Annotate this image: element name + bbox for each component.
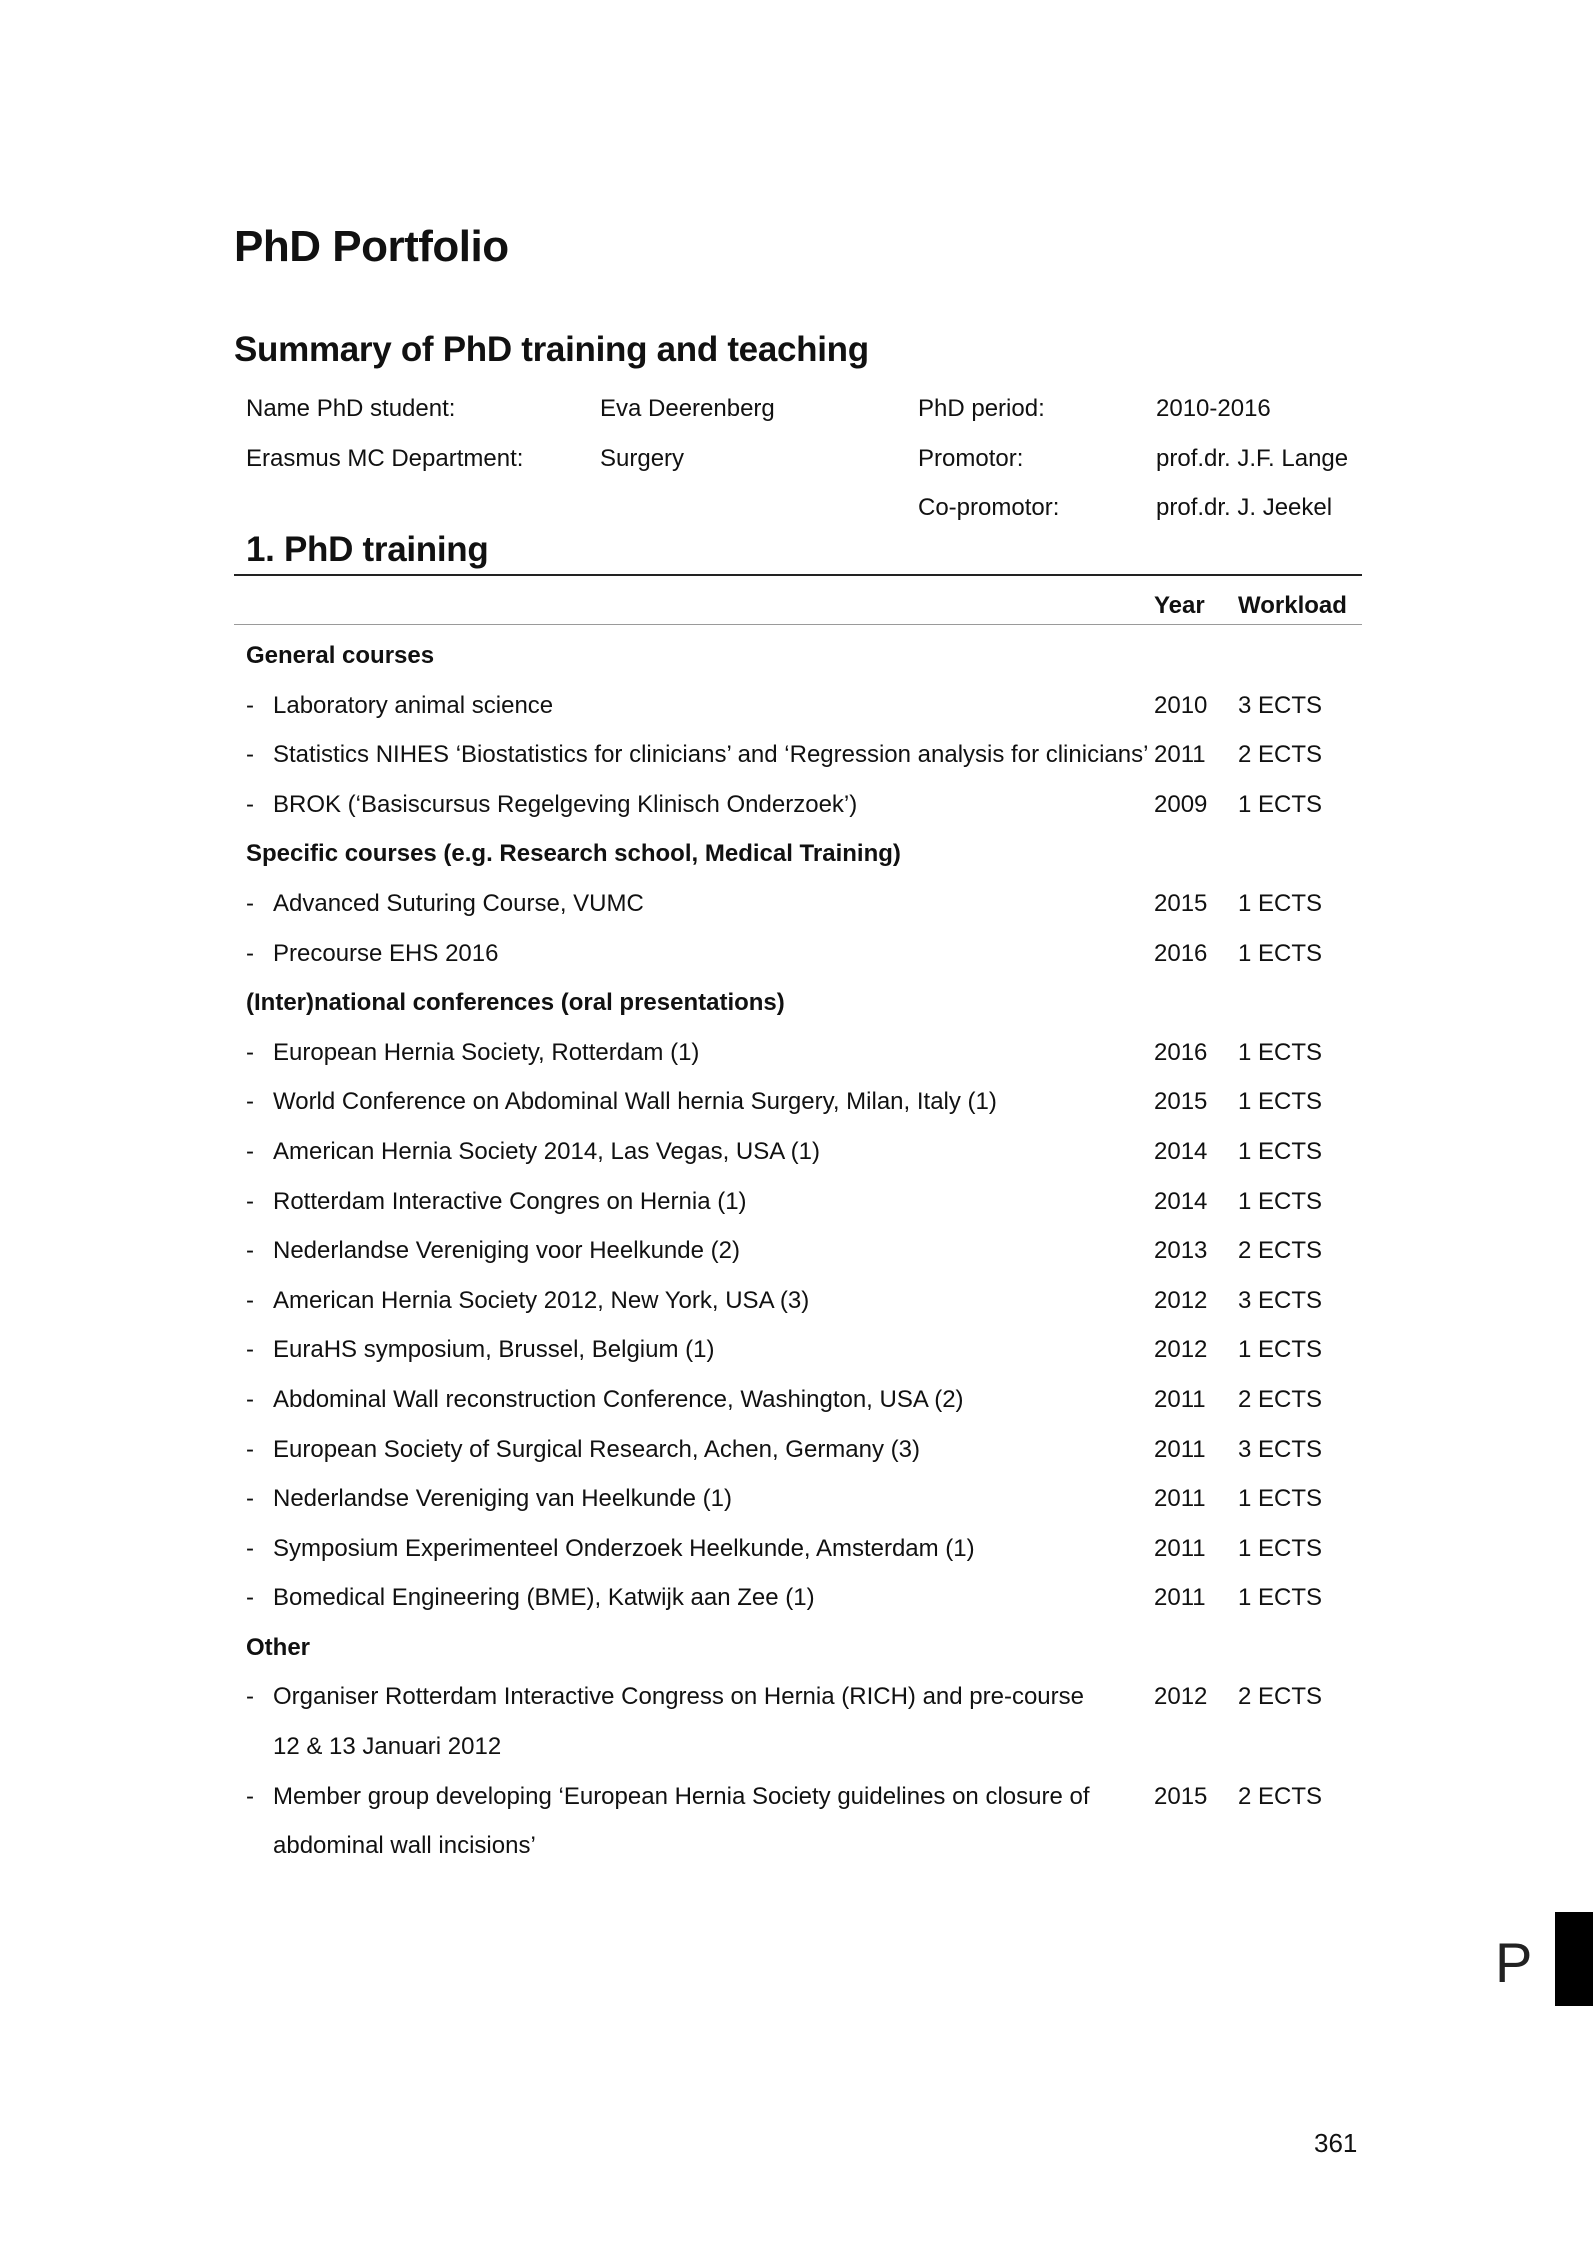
- activity-year: 2011: [1154, 1485, 1206, 1513]
- bullet-dash: -: [246, 1534, 254, 1562]
- bullet-dash: -: [246, 691, 254, 719]
- activity-year: 2011: [1154, 1435, 1206, 1463]
- activity-workload: 1 ECTS: [1238, 889, 1323, 917]
- bullet-dash: -: [246, 1237, 254, 1265]
- activity-workload: 1 ECTS: [1238, 1485, 1323, 1513]
- activity-year: 2011: [1154, 741, 1206, 769]
- bullet-dash: -: [246, 1385, 254, 1413]
- period-label: PhD period:: [918, 395, 1045, 422]
- bullet-dash: -: [246, 1683, 254, 1711]
- activity-label: World Conference on Abdominal Wall hernia Surgery, Milan, Italy (1): [273, 1088, 997, 1116]
- bullet-dash: -: [246, 790, 254, 818]
- page-title: PhD Portfolio: [234, 222, 509, 271]
- column-header-rule: [234, 624, 1362, 625]
- table-row: [234, 730, 1362, 780]
- activity-label: Bomedical Engineering (BME), Katwijk aan Zee (1): [273, 1584, 815, 1612]
- activity-workload: 1 ECTS: [1238, 939, 1323, 967]
- activity-workload: 3 ECTS: [1238, 1435, 1323, 1463]
- table-row: [234, 1772, 1362, 1822]
- summary-title: Summary of PhD training and teaching: [234, 330, 869, 369]
- activity-label: Nederlandse Vereniging voor Heelkunde (2): [273, 1237, 740, 1265]
- activity-label-continuation: 12 & 13 Januari 2012: [273, 1733, 502, 1761]
- table-row: [234, 1077, 1362, 1127]
- table-row: [234, 1276, 1362, 1326]
- table-row: [234, 1425, 1362, 1475]
- activity-workload: 1 ECTS: [1238, 1088, 1323, 1116]
- activity-label: Laboratory animal science: [273, 691, 554, 719]
- activity-year: 2016: [1154, 939, 1208, 967]
- activity-workload: 1 ECTS: [1238, 1038, 1323, 1066]
- table-row: [234, 1672, 1362, 1722]
- bullet-dash: -: [246, 1286, 254, 1314]
- copromotor-value: prof.dr. J. Jeekel: [1156, 494, 1333, 521]
- activity-year: 2009: [1154, 790, 1208, 818]
- table-row: [234, 1474, 1362, 1524]
- activity-year: 2012: [1154, 1683, 1208, 1711]
- activity-workload: 1 ECTS: [1238, 790, 1323, 818]
- column-header-workload: Workload: [1238, 592, 1347, 619]
- table-row-continuation: [234, 1821, 1362, 1871]
- table-row: [234, 1524, 1362, 1574]
- activity-workload: 1 ECTS: [1238, 1187, 1323, 1215]
- activity-year: 2012: [1154, 1336, 1208, 1364]
- bullet-dash: -: [246, 1187, 254, 1215]
- activity-label: American Hernia Society 2012, New York, USA (3): [273, 1286, 810, 1314]
- department-value: Surgery: [600, 445, 685, 472]
- thumb-index-tab: [1555, 1912, 1593, 2006]
- thumb-index-letter: P: [1495, 1931, 1533, 1994]
- name-label: Name PhD student:: [246, 395, 456, 422]
- department-label: Erasmus MC Department:: [246, 445, 524, 472]
- activity-workload: 1 ECTS: [1238, 1584, 1323, 1612]
- table-row: [234, 1127, 1362, 1177]
- activity-workload: 3 ECTS: [1238, 691, 1323, 719]
- activity-year: 2011: [1154, 1385, 1206, 1413]
- activity-label: BROK (‘Basiscursus Regelgeving Klinisch Onderzoek’): [273, 790, 858, 818]
- activity-workload: 2 ECTS: [1238, 1683, 1323, 1711]
- training-table: [234, 631, 1362, 1871]
- category-heading: Other: [246, 1633, 311, 1661]
- activity-label: Member group developing ‘European Hernia Society guidelines on closure of: [273, 1782, 1090, 1810]
- bullet-dash: -: [246, 1584, 254, 1612]
- activity-year: 2011: [1154, 1534, 1206, 1562]
- activity-workload: 2 ECTS: [1238, 1237, 1323, 1265]
- activity-label: Precourse EHS 2016: [273, 939, 499, 967]
- table-row: [234, 1028, 1362, 1078]
- activity-workload: 1 ECTS: [1238, 1336, 1323, 1364]
- table-row: [234, 1177, 1362, 1227]
- category-heading: (Inter)national conferences (oral presentations): [246, 989, 785, 1017]
- bullet-dash: -: [246, 1336, 254, 1364]
- activity-label: Advanced Suturing Course, VUMC: [273, 889, 644, 917]
- category-heading-row: [234, 829, 1362, 879]
- activity-year: 2010: [1154, 691, 1208, 719]
- category-heading-row: [234, 1623, 1362, 1673]
- activity-label: Rotterdam Interactive Congres on Hernia (1): [273, 1187, 747, 1215]
- table-row-continuation: [234, 1722, 1362, 1772]
- activity-year: 2015: [1154, 889, 1208, 917]
- column-header-year: Year: [1154, 592, 1205, 619]
- activity-workload: 1 ECTS: [1238, 1137, 1323, 1165]
- table-row: [234, 780, 1362, 830]
- activity-label: European Hernia Society, Rotterdam (1): [273, 1038, 700, 1066]
- bullet-dash: -: [246, 1038, 254, 1066]
- table-row: [234, 929, 1362, 979]
- bullet-dash: -: [246, 1088, 254, 1116]
- table-row: [234, 1325, 1362, 1375]
- activity-year: 2015: [1154, 1088, 1208, 1116]
- table-row: [234, 1573, 1362, 1623]
- activity-label-continuation: abdominal wall incisions’: [273, 1832, 536, 1860]
- promotor-value: prof.dr. J.F. Lange: [1156, 445, 1349, 472]
- table-row: [234, 681, 1362, 731]
- activity-label: American Hernia Society 2014, Las Vegas, USA (1): [273, 1137, 820, 1165]
- activity-year: 2014: [1154, 1137, 1208, 1165]
- bullet-dash: -: [246, 1435, 254, 1463]
- category-heading-row: [234, 631, 1362, 681]
- activity-workload: 2 ECTS: [1238, 1385, 1323, 1413]
- activity-workload: 2 ECTS: [1238, 1782, 1323, 1810]
- bullet-dash: -: [246, 889, 254, 917]
- category-heading: General courses: [246, 642, 435, 669]
- bullet-dash: -: [246, 1137, 254, 1165]
- activity-workload: 3 ECTS: [1238, 1286, 1323, 1314]
- activity-year: 2011: [1154, 1584, 1206, 1612]
- name-value: Eva Deerenberg: [600, 395, 775, 422]
- bullet-dash: -: [246, 939, 254, 967]
- activity-label: Nederlandse Vereniging van Heelkunde (1): [273, 1485, 732, 1513]
- copromotor-label: Co-promotor:: [918, 494, 1060, 521]
- period-value: 2010-2016: [1156, 395, 1271, 422]
- page-number: 361: [1314, 2128, 1358, 2158]
- activity-label: Abdominal Wall reconstruction Conference, Washington, USA (2): [273, 1385, 964, 1413]
- activity-label: Organiser Rotterdam Interactive Congress on Hernia (RICH) and pre-course: [273, 1683, 1084, 1711]
- bullet-dash: -: [246, 741, 254, 769]
- activity-label: European Society of Surgical Research, Achen, Germany (3): [273, 1435, 920, 1463]
- table-row: [234, 1226, 1362, 1276]
- table-row: [234, 879, 1362, 929]
- training-title: 1. PhD training: [246, 530, 489, 569]
- promotor-label: Promotor:: [918, 445, 1024, 472]
- activity-year: 2016: [1154, 1038, 1208, 1066]
- bullet-dash: -: [246, 1485, 254, 1513]
- activity-year: 2015: [1154, 1782, 1208, 1810]
- activity-year: 2014: [1154, 1187, 1208, 1215]
- activity-workload: 1 ECTS: [1238, 1534, 1323, 1562]
- activity-year: 2013: [1154, 1237, 1208, 1265]
- activity-label: Statistics NIHES ‘Biostatistics for clinicians’ and ‘Regression analysis for clinicians’: [273, 741, 1149, 769]
- activity-label: Symposium Experimenteel Onderzoek Heelkunde, Amsterdam (1): [273, 1534, 975, 1562]
- table-row: [234, 1375, 1362, 1425]
- bullet-dash: -: [246, 1782, 254, 1810]
- activity-year: 2012: [1154, 1286, 1208, 1314]
- training-title-rule: [234, 574, 1362, 576]
- category-heading: Specific courses (e.g. Research school, Medical Training): [246, 840, 901, 868]
- activity-label: EuraHS symposium, Brussel, Belgium (1): [273, 1336, 715, 1364]
- activity-workload: 2 ECTS: [1238, 741, 1323, 769]
- category-heading-row: [234, 978, 1362, 1028]
